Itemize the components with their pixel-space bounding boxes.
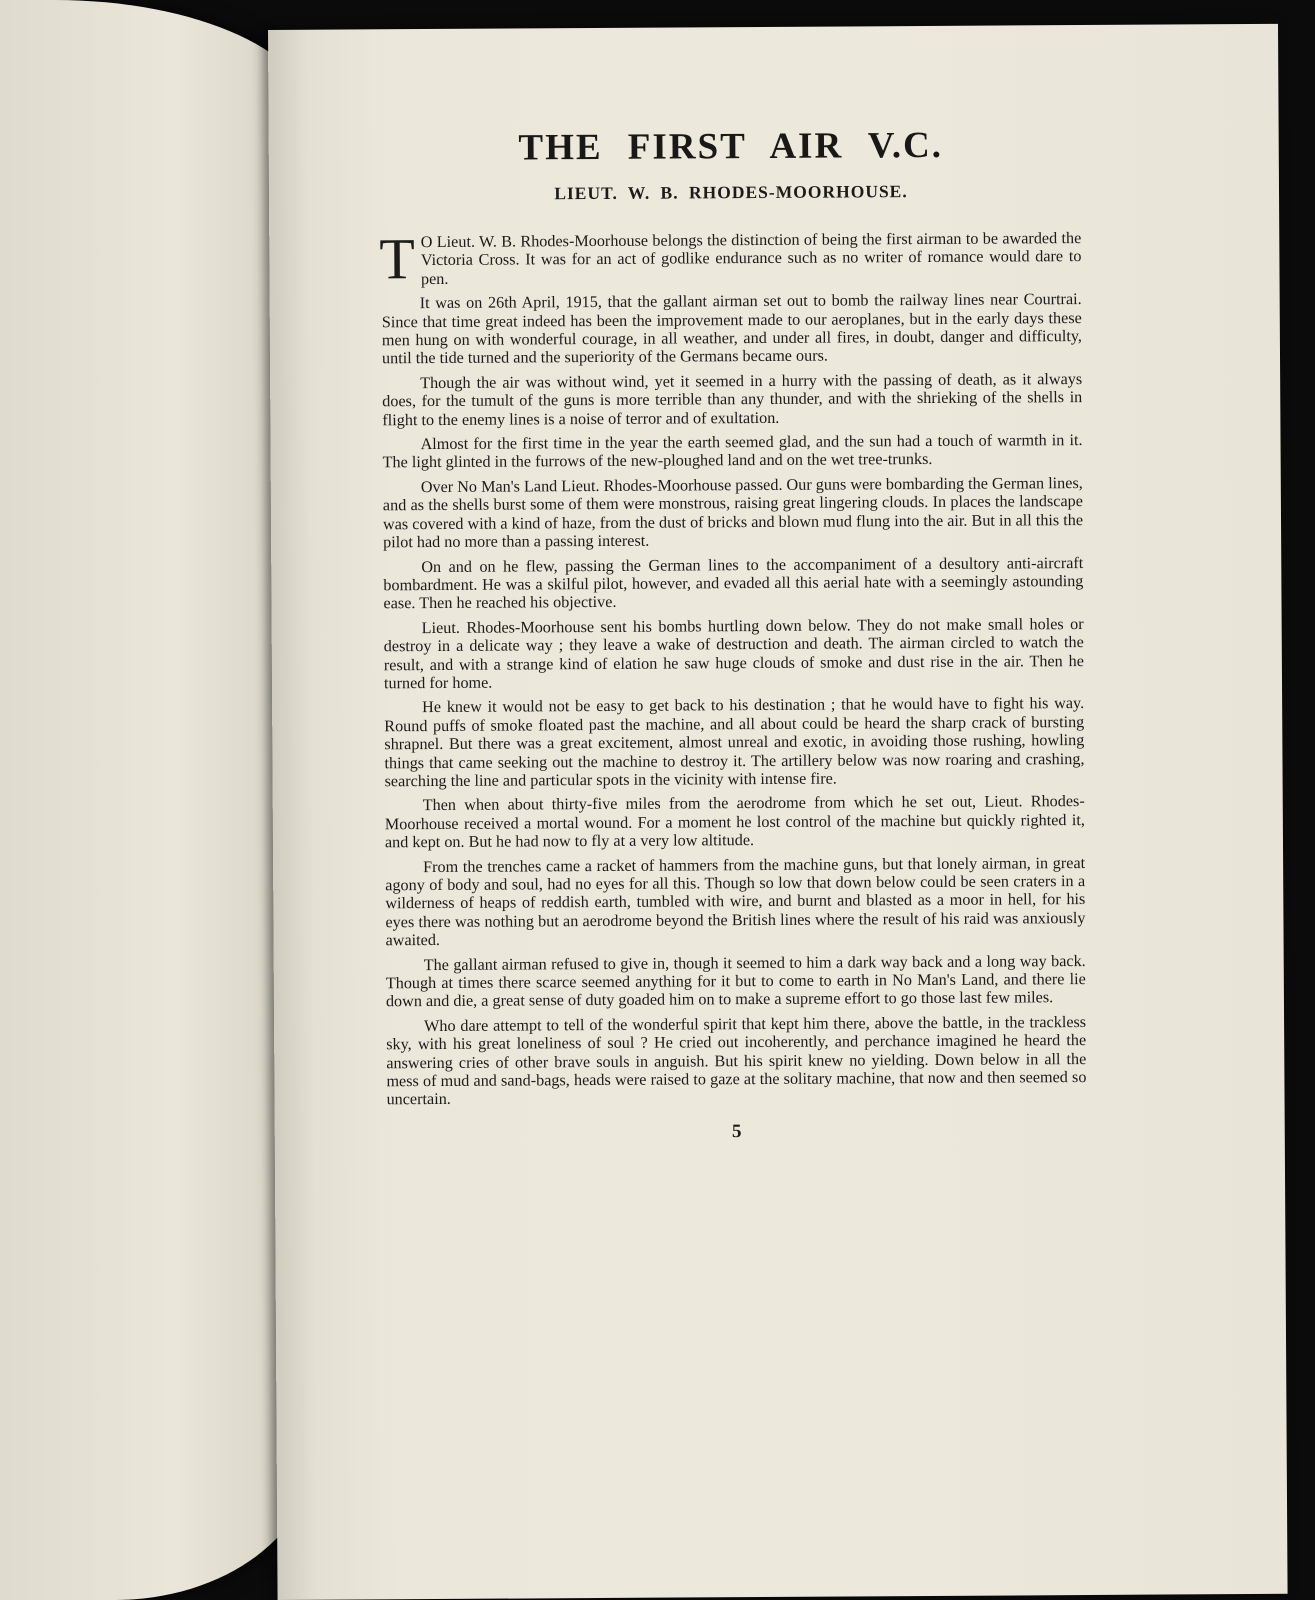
paragraph-1 — [379, 226, 1082, 292]
paragraph-11: The gallant airman refused to give in, though it seemed to him a dark way back and a long way back. Though at times there scarce seemed anything for it but to come to earth in No Man's Land, and there lie down and die, a great sense of duty goaded him on to make a supreme effort to go those last few miles. — [385, 951, 1086, 1011]
paragraph-12: Who dare attempt to tell of the wonderful spirit that kept him there, above the battle, in the trackless sky, with his great loneliness of soul ? He cried out incoherently, and perchance imagined he heard the answering cries of other brave souls in anguish. But his spirit knew no yielding. Down below in all the mess of mud and sand-bags, heads were raised to gaze at the solitary machine, that now and then seemed so uncertain. — [386, 1012, 1087, 1109]
page-number: 5 — [731, 1121, 742, 1143]
paragraph-4: Almost for the first time in the year the earth seemed glad, and the sun had a touch of warmth in it. The light glinted in the furrows of the new-ploughed land and on the wet tree-trunks. — [382, 431, 1083, 472]
page-title: THE FIRST AIR V.C. — [518, 124, 944, 169]
paragraph-10: From the trenches came a racket of hammers from the machine guns, but that lonely airman, in great agony of body and soul, had no eyes for all this. Though so low that down below could be seen craters in a wilderness of heaps of reddish earth, tumbled with wire, and burnt and blasted as a moor in hell, for his eyes there was nothing but an aerodrome beyond the British lines where the result of his raid was anxiously awaited. — [385, 853, 1086, 950]
paragraph-9: Then when about thirty-five miles from the aerodrome from which he set out, Lieut. Rhodes-Moorhouse received a mortal wound. For a moment he lost control of the machine but quickly righted it, and kept on. But he had now to fly at a very low altitude. — [384, 792, 1085, 852]
paragraph-2: It was on 26th April, 1915, that the gallant airman set out to bomb the railway lines near Courtrai. Since that time great indeed has been the improvement made to our aeroplanes, but in the early days these men hung on with wonderful courage, in all weather, and under all fires, in doubt, danger and difficulty, until the tide turned and the superiority of the Germans became ours. — [381, 290, 1082, 368]
paragraph-8: He knew it would not be easy to get back to his destination ; that he would have to fight his way. Round puffs of smoke floated past the machine, and all about could be heard the sharp crack of bursting shrapnel. But there was a great excitement, almost unreal and exotic, in avoiding those rushing, howling things that came seeking out the machine to destroy it. The artillery below was now roaring and crashing, searching the line and particular spots in the vicinity with intense fire. — [384, 694, 1085, 791]
right-page — [268, 24, 1288, 1600]
paragraph-6: On and on he flew, passing the German lines to the accompaniment of a desultory anti-aircraft bombardment. He was a skilful pilot, however, and evaded all this aerial hate with a seemingly astounding ease. Then he reached his objective. — [383, 553, 1084, 613]
paragraph-1-text: O Lieut. W. B. Rhodes-Moorhouse belongs the distinction of being the first airman to be awarded the Victoria Cross. It was for an act of godlike endurance such as no writer of romance would dare to pen. — [420, 229, 1082, 288]
article-body — [379, 226, 1087, 1109]
drop-cap: T — [379, 226, 416, 292]
page-content — [381, 123, 1087, 1145]
left-page — [0, 0, 315, 1600]
paragraph-7: Lieut. Rhodes-Moorhouse sent his bombs hurtling down below. They do not make small holes or destroy in a delicate way ; they leave a wake of destruction and death. The airman circled to watch the result, and with a strange kind of elation he saw huge clouds of smoke and dust rise in the air. Then he turned for home. — [383, 614, 1084, 693]
paragraph-5: Over No Man's Land Lieut. Rhodes-Moorhouse passed. Our guns were bombarding the German lines, and as the shells burst some of them were monstrous, raising great lingering clouds. In places the landscape was covered with a kind of haze, from the dust of bricks and blown mud flung into the air. But in all this the pilot had no more than a passing interest. — [382, 473, 1084, 552]
paragraph-3: Though the air was without wind, yet it seemed in a hurry with the passing of death, as it always does, for the tumult of the guns is more terrible than any thunder, and with the shrieking of the shells in flight to the enemy lines is a noise of terror and of exultation. — [382, 369, 1083, 429]
page-subtitle: LIEUT. W. B. RHODES-MOORHOUSE. — [554, 181, 908, 204]
